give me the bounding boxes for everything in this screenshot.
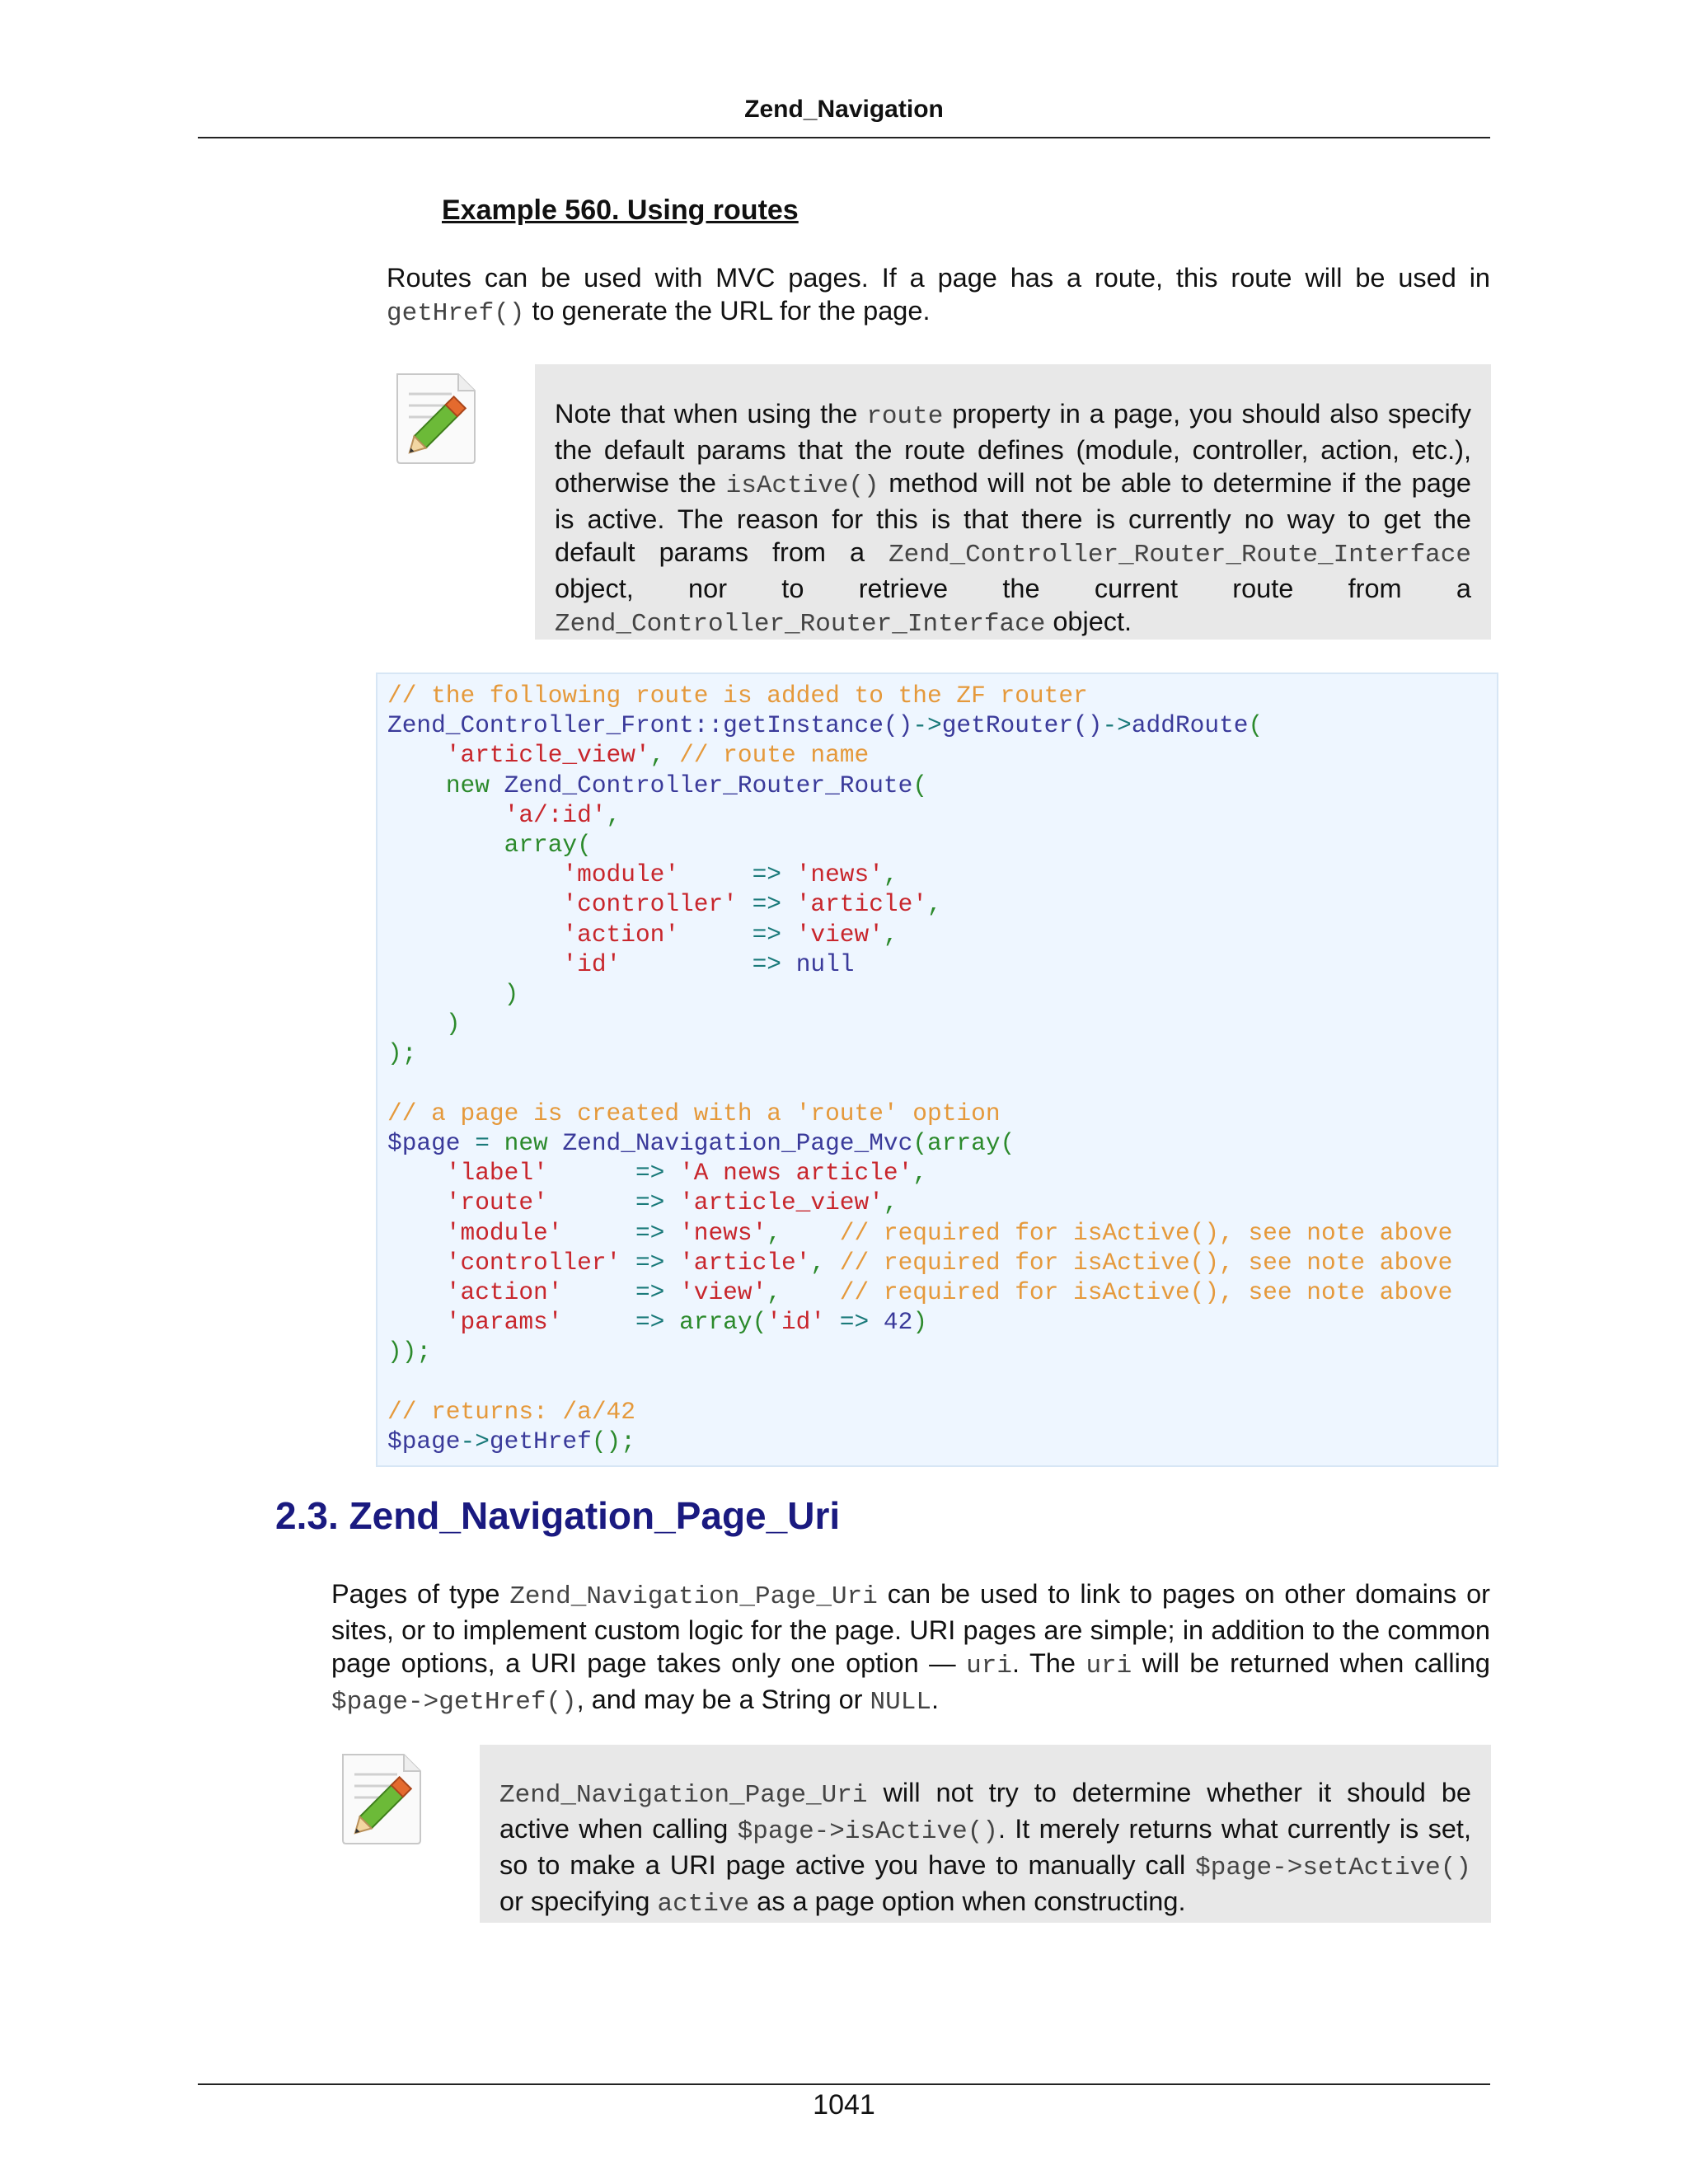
code-line: 'action' => 'view', (562, 920, 898, 949)
code-line: // returns: /a/42 (387, 1397, 635, 1426)
code-line: 'controller' => 'article', (562, 890, 942, 919)
inline-code: Zend_Controller_Router_Interface (555, 610, 1046, 639)
inline-code: Zend_Navigation_Page_Uri (499, 1781, 868, 1810)
running-header: Zend_Navigation (744, 96, 944, 123)
note-pencil-icon (392, 369, 480, 472)
inline-code: Zend_Navigation_Page_Uri (509, 1582, 878, 1611)
inline-code: NULL (870, 1688, 931, 1717)
note-box-uri: Zend_Navigation_Page_Uri will not try to determine whether it should be active when calling $page->isActive(). It merely returns what currently is set, so to make a URI page active you have to manually call $page->setActive() or specifying active as a page option when constructing. (480, 1745, 1491, 1923)
code-line: // the following route is added to the ZF router (387, 682, 1088, 710)
footer-rule (198, 2083, 1490, 2085)
code-text (387, 681, 1497, 1456)
note-box-route: Note that when using the route property in a page, you should also specify the default params that the route defines (module, controller, action, etc.), otherwise the isActive() method will not be able to determine if the page is active. The reason for this is that there is currently no way to get the default params from a Zend_Controller_Router_Route_Interface object, nor to retrieve the current route from a Zend_Controller_Router_Interface object. (535, 364, 1491, 640)
intro-paragraph: Routes can be used with MVC pages. If a page has a route, this route will be used in getHref() to generate the URL for the page. (387, 263, 1490, 328)
code-line: 'route' => 'article_view', (445, 1188, 898, 1217)
header-rule (198, 137, 1490, 138)
code-line: $page->getHref(); (387, 1427, 635, 1456)
code-line: ) (504, 980, 519, 1009)
code-line: 'params' => array('id' => 42) (445, 1308, 928, 1337)
code-line: 'article_view', // route name (445, 741, 870, 770)
example-title: Example 560. Using routes (442, 194, 799, 226)
inline-code: getHref() (387, 299, 525, 328)
inline-code: uri (966, 1652, 1012, 1680)
note-pencil-icon (338, 1750, 425, 1853)
code-line: 'module' => 'news', // required for isActive(), see note above (445, 1218, 1453, 1247)
code-line: 'a/:id', (504, 800, 621, 829)
uri-paragraph: Pages of type Zend_Navigation_Page_Uri can be used to link to pages on other domains or sites, or to implement custom logic for the page. URI pages are simple; in addition to the common page options, a URI page takes only one option — uri. The uri will be returned when calling $page->getHref(), and may be a String or NULL. (331, 1579, 1490, 1717)
section-title: 2.3. Zend_Navigation_Page_Uri (275, 1494, 841, 1537)
code-line: Zend_Controller_Front::getInstance()->getRouter()->addRoute( (387, 711, 1264, 740)
code-line: array( (504, 831, 592, 860)
code-line: 'action' => 'view', // required for isActive(), see note above (445, 1278, 1453, 1307)
page-number: 1041 (813, 2089, 875, 2121)
code-line: ); (387, 1039, 417, 1068)
code-listing (376, 673, 1498, 1467)
inline-code: uri (1085, 1652, 1132, 1680)
inline-code: $page->getHref() (331, 1688, 577, 1717)
code-line: ) (445, 1010, 461, 1038)
code-line: 'module' => 'news', (562, 860, 898, 889)
code-line: )); (387, 1338, 432, 1366)
inline-code: $page->isActive() (737, 1817, 998, 1846)
inline-code: $page->setActive() (1195, 1854, 1471, 1882)
inline-code: Zend_Controller_Router_Route_Interface (889, 541, 1471, 569)
code-line: 'controller' => 'article', // required for isActive(), see note above (445, 1248, 1453, 1277)
code-line: $page = new Zend_Navigation_Page_Mvc(array( (387, 1129, 1015, 1158)
code-line: // a page is created with a 'route' option (387, 1099, 1001, 1127)
code-line: 'id' => null (562, 949, 855, 978)
code-line: 'label' => 'A news article', (445, 1159, 928, 1188)
inline-code: active (657, 1890, 750, 1919)
code-line: new Zend_Controller_Router_Route( (445, 771, 928, 799)
inline-code: route (866, 402, 944, 431)
inline-code: isActive() (725, 471, 879, 500)
